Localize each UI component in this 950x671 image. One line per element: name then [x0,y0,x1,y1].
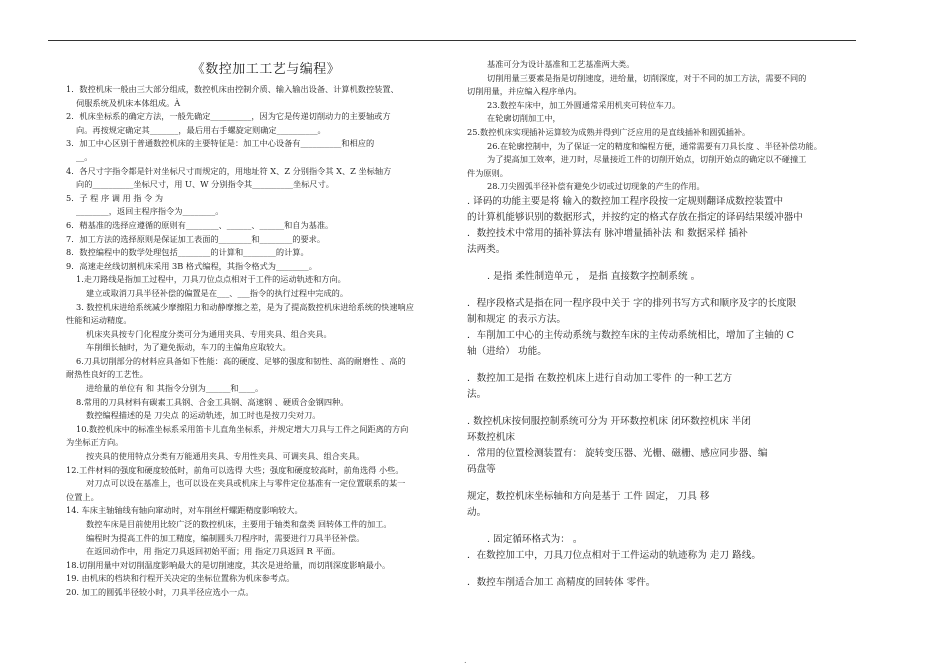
text-line: 5．子 程 序 调 用 指 令 为 [66,192,164,203]
text-line: . 固定循环格式为： 。 [487,533,583,545]
text-line: 法两类。 [467,243,506,255]
text-line: 车削细长轴时，为了避免振动，车刀的主偏角应取较大。 [86,342,291,353]
text-line: 位置上。 [66,491,99,502]
text-line: 切削用量三要素是指是切削速度，进给量，切削深度，对于不同的加工方法，需要不同的 [487,72,807,83]
text-line: ．车削加工中心的主传动系统与数控车床的主传动系统相比，增加了主轴的 C [467,329,794,341]
text-line: 编程时为提高工件的加工精度，编制圆头刀程序时，需要进行刀具半径补偿。 [86,532,365,543]
text-line: 28.刀尖圆弧半径补偿有避免少切或过切现象的产生的作用。 [487,181,705,192]
text-line: 6.刀具切削部分的材料应具备如下性能：高的硬度、足够的强度和韧性、高的耐磨性 、高的 [76,355,406,366]
text-line: 制和规定 的表示方法。 [467,313,566,325]
text-line: 1．数控机床一般由三大部分组成，数控机床由控制介质、输入输出设备、计算机数控装置、 [66,84,399,94]
text-line: . 数控机床按伺服控制系统可分为 开环数控机床 闭环数控机床 半闭 [467,415,751,427]
text-line: __。 [76,151,93,162]
text-line: 轴（进给） 功能。 [467,345,547,357]
text-line: 在轮廓切削加工中， [487,113,561,124]
text-line: ．在数控加工中，刀具刀位点相对于工件运动的轨迹称为 走刀 路线。 [467,549,761,561]
text-line: 2．机床坐标系的确定方法，一般先确定__________，因为它是传递切削动力的主要轴或方 [66,111,391,122]
text-line: 18.切削用量中对切削温度影响最大的是切削速度，其次是进给量，而切削深度影响最小。 [66,559,391,570]
text-line: 4．各尺寸字指令都是针对坐标尺寸而规定的，用地址符 X、Z 分别指令其 X、Z 坐标轴方 [66,165,392,176]
text-line: . 是指 柔性制造单元 ， 是指 直接数字控制系统 。 [487,270,701,282]
text-line: 为坐标正方向。 [66,437,124,448]
text-line: 9．高速走丝线切割机床采用 3B 格式编程，其指令格式为________。 [66,260,317,271]
left-column [66,58,466,600]
text-line: 件为原则。 [467,167,508,178]
text-line: 环数控机床 [467,431,515,443]
text-line: 的计算机能够识别的数据形式，并按约定的格式存放在指定的译码结果缓冲器中 [467,211,803,223]
text-line: 26.在轮廓控制中，为了保证一定的精度和编程方便，通常需要有刀具长度 、半径补偿功能。 [487,140,822,151]
text-line: 3．加工中心区别于普通数控机床的主要特征是：加工中心设备有__________和相应的 [66,138,375,149]
header-rule [48,40,856,41]
text-line: 向的__________坐标尺寸，用 U、W 分别指令其__________坐标尺寸。 [76,179,334,190]
page-title: 《数控加工工艺与编程》 [191,62,341,77]
text-line: . 译码的功能主要是将 输入的数控加工程序段按一定规则翻译成数控装置中 [467,195,784,207]
text-line: 8．数控编程中的数学处理包括________的计算和________的计算。 [66,247,309,258]
text-line: 19. 由机床的档块和行程开关决定的坐标位置称为机床参考点。 [66,573,295,584]
text-line: 为了提高加工效率，进刀时，尽量接近工件的切削开始点，切削开始点的确定以不碰撞工 [487,154,807,165]
text-line: 数控编程描述的是 刀尖点 的运动轨迹，加工时也是按刀尖对刀。 [86,410,321,421]
text-line: 性能和运动精度。 [66,315,132,326]
text-line: 动。 [467,506,487,518]
text-line: 进给量的单位有 和 其指令分别为______和____。 [86,383,264,394]
text-line: 对刀点可以设在基准上，也可以设在夹具或机床上与零件定位基准有一定位置联系的某一 [86,478,406,489]
text-line: 3. 数控机床进给系统减少摩擦阻力和动静摩擦之差，是为了提高数控机床进给系统的快速响应 [76,301,414,312]
text-line: 25.数控机床实现插补运算较为成熟并得到广泛应用的是直线插补和圆弧插补。 [467,126,751,137]
text-line: 在返回动作中，用 指定刀具返回初始平面；用 指定刀具返回 R 平面。 [86,546,341,557]
text-line: 1.走刀路线是指加工过程中，刀具刀位点点相对于工件的运动轨迹和方向。 [76,274,346,285]
text-line: 10.数控机床中的标准坐标系采用笛卡儿直角坐标系，并规定增大刀具与工件之间距离的方向 [76,423,409,434]
text-line: 7．加工方法的选择原则是保证加工表面的________和________的要求。 [66,233,326,244]
text-line: 伺服系统及机床本体组成。À [76,97,181,108]
text-line: ．数控加工是指 在数控机床上进行自动加工零件 的一种工艺方 [467,372,733,384]
footer-mark: . [464,656,467,665]
text-line: 码盘等 [467,463,496,475]
text-line: 8.常用的刀具材料有碳素工具钢、合金工具钢、高速钢 、硬质合金钢四种。 [76,396,349,407]
right-column [467,58,862,591]
text-line: 数控车床是目前使用比较广泛的数控机床，主要用于轴类和盘类 回转体工件的加工。 [86,519,392,529]
text-line: 12.工件材料的强度和硬度较低时，前角可以选得 大些；强度和硬度较高时，前角选得 小些。 [66,464,404,475]
text-line: 建立或取消刀具半径补偿的偏置是在___、___指令的执行过程中完成的。 [86,287,349,298]
text-line: 规定，数控机床坐标轴和方向是基于 工件 固定， 刀具 移 [467,490,710,502]
text-line: 切削用量，并应编入程序单内。 [467,86,582,97]
text-line: 20. 加工的圆弧半径较小时，刀具半径应选小一点。 [66,586,254,597]
text-line: 耐热性良好的工艺性。 [66,369,148,380]
text-line: 法。 [467,388,487,400]
text-line: ．数控技术中常用的插补算法有 脉冲增量插补法 和 数据采样 插补 [467,227,748,239]
text-line: 14. 车床主轴轴线有轴向窜动时，对车削丝杆螺距精度影响较大。 [66,505,303,516]
text-line: ．常用的位置检测装置有： 旋转变压器、光栅、磁栅、感应同步器、编 [467,447,768,459]
text-line: 基准可分为设计基准和工艺基准两大类。 [487,59,635,69]
text-line: ________，返回主程序指令为________。 [76,206,224,217]
text-line: 向。再按规定确定其_______，最后用右手螺旋定则确定__________。 [76,124,326,135]
text-line: 6．精基准的选择应遵循的原则有________、______、______和自为基准。 [66,219,334,230]
text-line: ．数控车削适合加工 高精度的回转体 零件。 [467,576,656,588]
text-line: ．程序段格式是指在同一程序段中关于 字的排列书写方式和顺序及字的长度限 [467,297,797,309]
text-line: 按夹具的使用特点分类有万能通用夹具、专用性夹具、可调夹具、组合夹具。 [86,451,365,462]
text-line: 机床夹具按专门化程度分类可分为通用夹具、专用夹具、组合夹具。 [86,328,332,339]
text-line: 23.数控车床中，加工外圆通常采用机夹可转位车刀。 [487,99,681,110]
